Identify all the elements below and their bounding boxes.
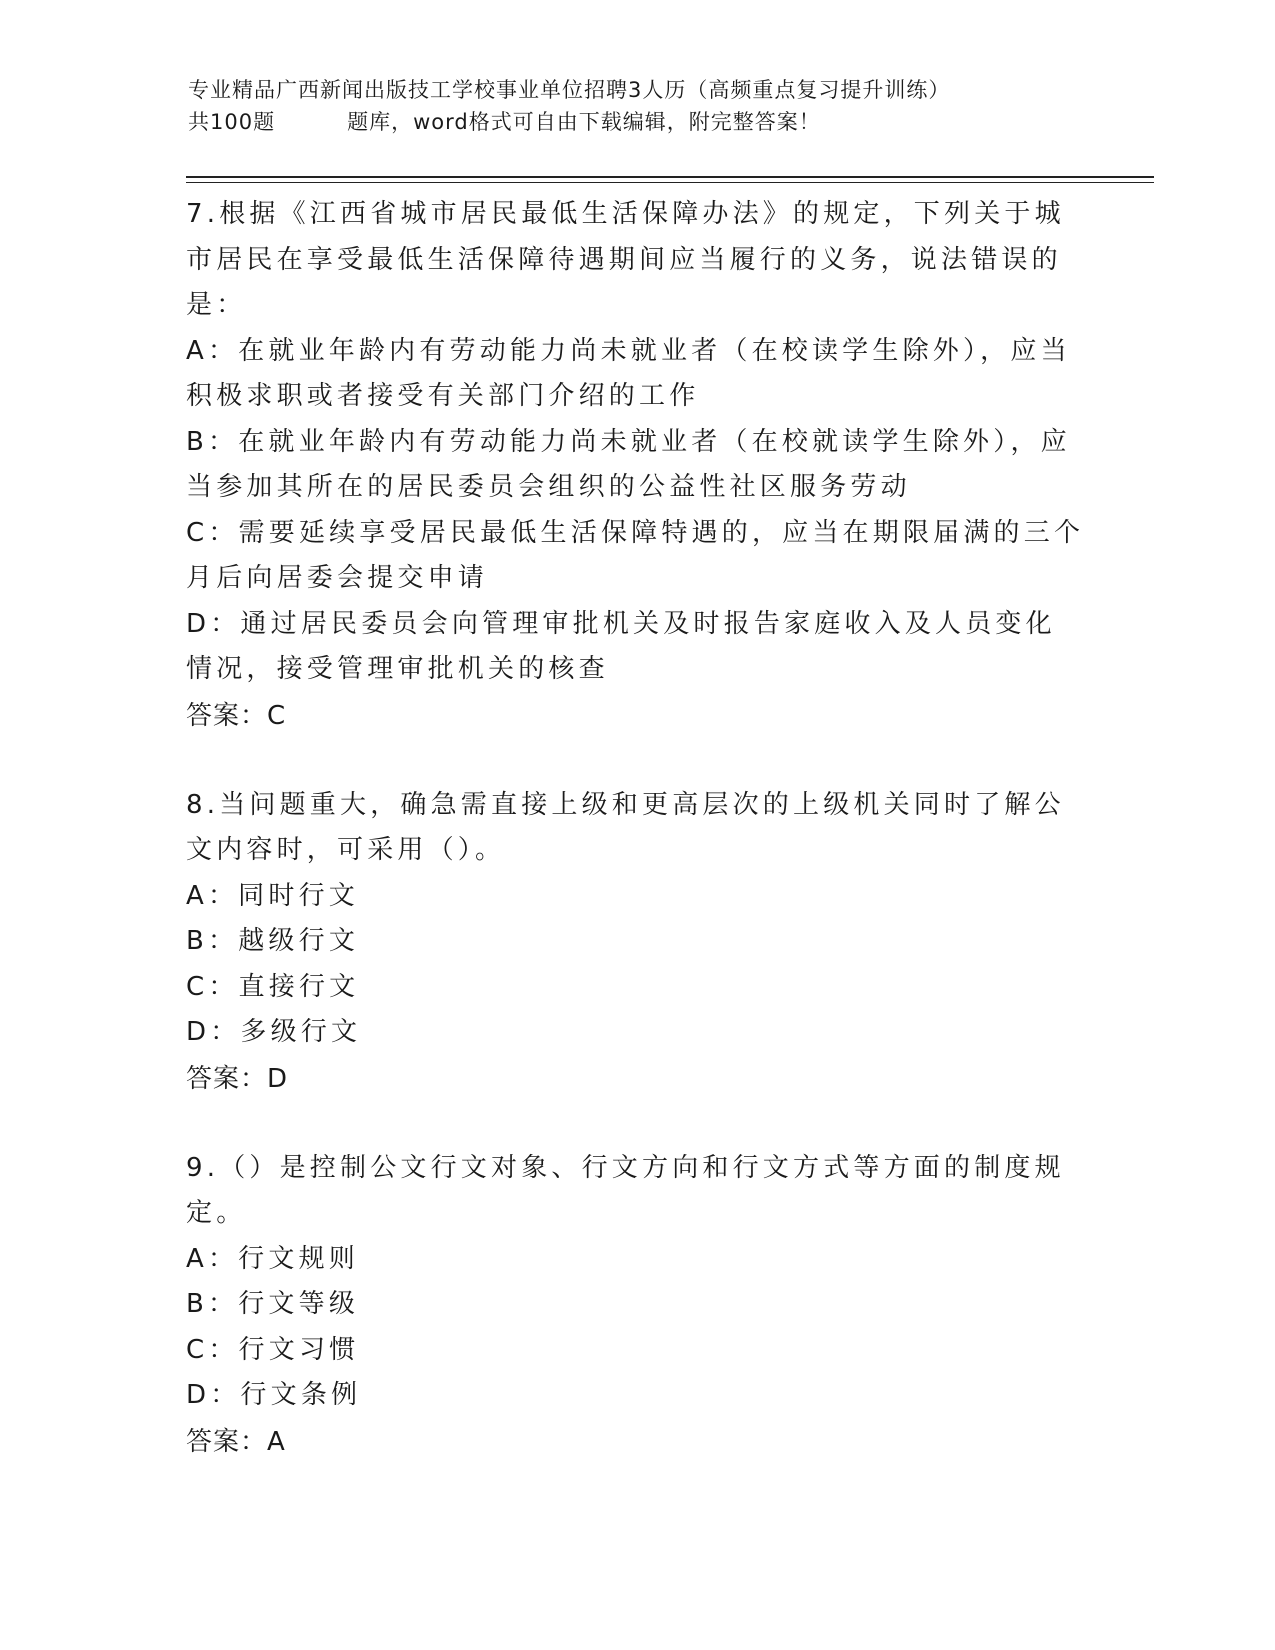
document-header	[188, 74, 1118, 138]
option-b: B：越级行文	[186, 926, 360, 956]
option-c: C：直接行文	[186, 971, 360, 1002]
header-subtitle-line	[188, 106, 1118, 138]
option-a: A：同时行文	[186, 880, 359, 911]
option-b: B：在就业年龄内有劳动能力尚未就业者（在校就读学生除外），应当参加其所在的居民委员会组织的公益性社区服务劳动	[186, 426, 1071, 502]
option-d: D：行文条例	[186, 1380, 362, 1410]
question-text: 7.根据《江西省城市居民最低生活保障办法》的规定，下列关于城市居民在享受最低生活保障待遇期间应当履行的义务，说法错误的是：	[186, 199, 1065, 320]
option-d: D：通过居民委员会向管理审批机关及时报告家庭收入及人员变化情况，接受管理审批机关的核查	[186, 608, 1056, 684]
question-item	[186, 783, 1086, 1102]
question-text: 9.（）是控制公文行文对象、行文方向和行文方式等方面的制度规定。	[186, 1152, 1065, 1228]
option-b: B：行文等级	[186, 1289, 360, 1319]
question-item	[186, 192, 1086, 739]
header-divider-thick	[186, 176, 1154, 178]
option-c: C：需要延续享受居民最低生活保障特遇的，应当在期限届满的三个月后向居委会提交申请	[186, 517, 1085, 593]
question-list	[186, 192, 1086, 1509]
header-description: 题库，word格式可自由下载编辑，附完整答案！	[347, 110, 821, 134]
option-c: C：行文习惯	[186, 1334, 360, 1365]
option-a: A：在就业年龄内有劳动能力尚未就业者（在校读学生除外），应当积极求职或者接受有关部门介绍的工作	[186, 335, 1071, 411]
answer-text: 答案：C	[186, 700, 287, 731]
option-d: D：多级行文	[186, 1017, 362, 1047]
header-divider-thin	[186, 182, 1154, 183]
header-title-line: 专业精品广西新闻出版技工学校事业单位招聘3人历（高频重点复习提升训练）	[188, 78, 951, 102]
question-item	[186, 1146, 1086, 1465]
header-question-count: 共100题	[188, 110, 276, 134]
answer-text: 答案：D	[186, 1063, 289, 1094]
question-text: 8.当问题重大，确急需直接上级和更高层次的上级机关同时了解公文内容时，可采用（）。	[186, 789, 1065, 865]
answer-text: 答案：A	[186, 1426, 286, 1457]
option-a: A：行文规则	[186, 1243, 359, 1274]
